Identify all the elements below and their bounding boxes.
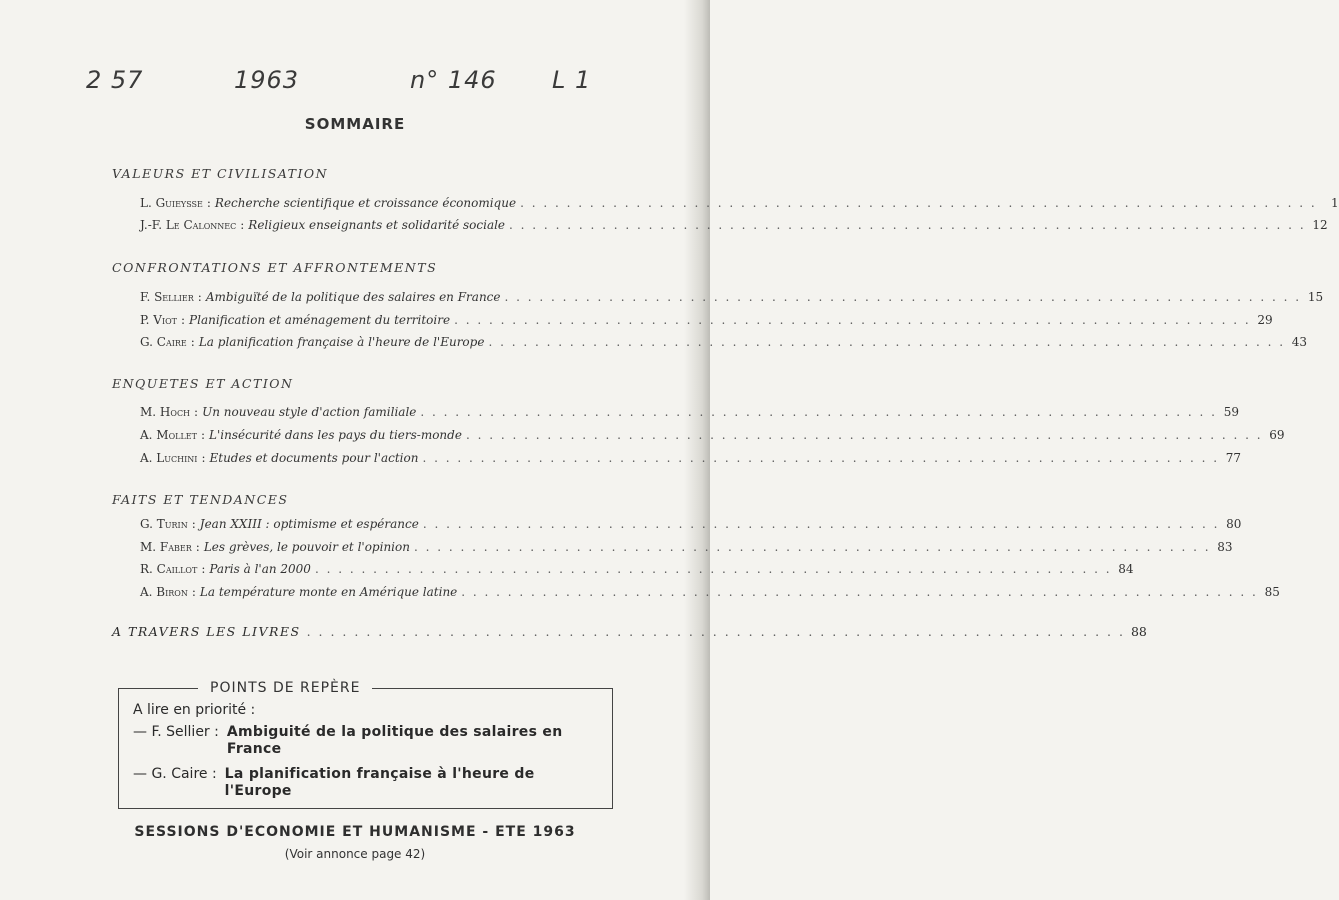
entry-author: G. Caire: [140, 335, 187, 349]
toc-entry[interactable]: A. Luchini : Etudes et documents pour l'action . . . . . . . . . . . . . . . . . . . . . . . . . . . . . . . . . . . . . . . . . . . . . . . . . . . . . . . . . . . . . . . . . . . . . 77: [140, 451, 1242, 465]
entry-title: Les grèves, le pouvoir et l'opinion: [203, 540, 410, 554]
footer-announcement: SESSIONS D'ECONOMIE ET HUMANISME - ETE 1963: [134, 824, 576, 840]
entry-author: F. Sellier: [140, 290, 194, 304]
entry-title: Planification et aménagement du territoire: [189, 313, 451, 327]
entry-page: 43: [1291, 335, 1308, 349]
entry-title: Recherche scientifique et croissance économique: [214, 196, 517, 210]
entry-page: 88: [1130, 624, 1147, 639]
box-heading-text: POINTS DE REPÈRE: [210, 680, 361, 696]
handwritten-ref-number: 2 57: [86, 66, 144, 94]
entry-title: Religieux enseignants et solidarité sociale: [248, 218, 506, 232]
leader-dots: . . . . . . . . . . . . . . . . . . . . . . . . . . . . . . . . . . . . . . . . . . . . . . . . . . . . . . . . . . . . . . . . . . . . .: [461, 585, 1258, 599]
leader-dots: . . . . . . . . . . . . . . . . . . . . . . . . . . . . . . . . . . . . . . . . . . . . . . . . . . . . . . . . . . . . . . . . . . . . .: [314, 562, 1112, 576]
recommendation: [133, 766, 555, 800]
toc-entry[interactable]: L. Guieysse : Recherche scientifique et croissance économique . . . . . . . . . . . . . . . . . . . . . . . . . . . . . . . . . . . . . . . . . . . . . . . . . . . . . . . . . . . . . . . . . . . . . 1: [140, 196, 1339, 210]
leader-dots: . . . . . . . . . . . . . . . . . . . . . . . . . . . . . . . . . . . . . . . . . . . . . . . . . . . . . . . . . . . . . . . . . . . . .: [422, 451, 1220, 465]
section-heading: CONFRONTATIONS ET AFFRONTEMENTS: [112, 260, 438, 275]
toc-entry[interactable]: R. Caillot : Paris à l'an 2000 . . . . . . . . . . . . . . . . . . . . . . . . . . . . . . . . . . . . . . . . . . . . . . . . . . . . . . . . . . . . . . . . . . . . . 84: [140, 562, 1134, 576]
leader-dots: . . . . . . . . . . . . . . . . . . . . . . . . . . . . . . . . . . . . . . . . . . . . . . . . . . . . . . . . . . . . . . . . . . . . .: [413, 540, 1211, 554]
entry-author: A. Luchini: [140, 451, 198, 465]
entry-title: Ambiguïté de la politique des salaires en France: [205, 290, 501, 304]
toc-entry[interactable]: G. Caire : La planification française à l'heure de l'Europe . . . . . . . . . . . . . . . . . . . . . . . . . . . . . . . . . . . . . . . . . . . . . . . . . . . . . . . . . . . . . . . . . . . . . 43: [140, 335, 1308, 349]
handwritten-code: L 1: [552, 66, 592, 94]
entry-page: 80: [1226, 517, 1242, 531]
toc-entry[interactable]: J.-F. Le Calonnec : Religieux enseignants et solidarité sociale . . . . . . . . . . . . . . . . . . . . . . . . . . . . . . . . . . . . . . . . . . . . . . . . . . . . . . . . . . . . . . . . . . . . . 12: [140, 218, 1328, 232]
recommendation: [133, 724, 577, 758]
leader-dots: . . . . . . . . . . . . . . . . . . . . . . . . . . . . . . . . . . . . . . . . . . . . . . . . . . . . . . . . . . . . . . . . . . . . .: [488, 335, 1286, 349]
handwritten-year: 1963: [234, 66, 300, 94]
toc-entry[interactable]: G. Turin : Jean XXIII : optimisme et espérance . . . . . . . . . . . . . . . . . . . . . . . . . . . . . . . . . . . . . . . . . . . . . . . . . . . . . . . . . . . . . . . . . . . . . 80: [140, 517, 1242, 531]
section-heading: VALEURS ET CIVILISATION: [112, 166, 329, 181]
highlights-box: [118, 688, 613, 809]
entry-author: A. Biron: [140, 585, 188, 599]
entry-author: P. Viot: [140, 313, 177, 327]
entry-author: L. Guieysse: [140, 196, 203, 210]
entry-page: 29: [1257, 313, 1273, 327]
leader-dots: . . . . . . . . . . . . . . . . . . . . . . . . . . . . . . . . . . . . . . . . . . . . . . . . . . . . . . . . . . . . . . . . . . . . .: [520, 196, 1317, 210]
entry-page: 83: [1217, 540, 1233, 554]
toc-entry[interactable]: M. Hoch : Un nouveau style d'action familiale . . . . . . . . . . . . . . . . . . . . . . . . . . . . . . . . . . . . . . . . . . . . . . . . . . . . . . . . . . . . . . . . . . . . . 59: [140, 405, 1239, 419]
leader-dots: . . . . . . . . . . . . . . . . . . . . . . . . . . . . . . . . . . . . . . . . . . . . . . . . . . . . . . . . . . . . . . . . . . . . .: [465, 428, 1263, 442]
entry-title: La planification française à l'heure de l'Europe: [198, 335, 485, 349]
entry-author: R. Caillot: [140, 562, 198, 576]
toc-entry[interactable]: M. Faber : Les grèves, le pouvoir et l'opinion . . . . . . . . . . . . . . . . . . . . . . . . . . . . . . . . . . . . . . . . . . . . . . . . . . . . . . . . . . . . . . . . . . . . . 83: [140, 540, 1233, 554]
entry-title: La température monte en Amérique latine: [199, 585, 458, 599]
leader-dots: . . . . . . . . . . . . . . . . . . . . . . . . . . . . . . . . . . . . . . . . . . . . . . . . . . . . . . . . . . . . . . . . . . . . .: [420, 405, 1217, 419]
section-heading: ENQUETES ET ACTION: [112, 376, 294, 391]
recommendation-title: Ambiguité de la politique des salaires en France: [226, 724, 563, 757]
entry-page: 84: [1118, 562, 1134, 576]
toc-entry[interactable]: P. Viot : Planification et aménagement du territoire . . . . . . . . . . . . . . . . . . . . . . . . . . . . . . . . . . . . . . . . . . . . . . . . . . . . . . . . . . . . . . . . . . . . . 29: [140, 313, 1273, 327]
entry-page: 15: [1307, 290, 1324, 304]
entry-title: Jean XXIII : optimisme et espérance: [199, 517, 419, 531]
leader-dots: . . . . . . . . . . . . . . . . . . . . . . . . . . . . . . . . . . . . . . . . . . . . . . . . . . . . . . . . . . . . . . . . . . . . .: [454, 313, 1251, 327]
leader-dots: . . . . . . . . . . . . . . . . . . . . . . . . . . . . . . . . . . . . . . . . . . . . . . . . . . . . . . . . . . . . . . . . . . . . .: [306, 624, 1125, 639]
page-title: SOMMAIRE: [304, 115, 406, 133]
toc-entry-books[interactable]: [112, 624, 1147, 639]
entry-title: L'insécurité dans les pays du tiers-monde: [209, 428, 462, 442]
entry-page: 85: [1264, 585, 1280, 599]
footer-note: (Voir annonce page 42): [284, 847, 426, 861]
recommendation-author: — F. Sellier :: [133, 724, 219, 740]
page-edge: [684, 0, 710, 900]
entry-author: M. Hoch: [140, 405, 191, 419]
entry-author: A. Mollet: [140, 428, 197, 442]
section-heading: FAITS ET TENDANCES: [112, 492, 289, 507]
handwritten-issue: n° 146: [410, 66, 497, 94]
leader-dots: . . . . . . . . . . . . . . . . . . . . . . . . . . . . . . . . . . . . . . . . . . . . . . . . . . . . . . . . . . . . . . . . . . . . .: [509, 218, 1306, 232]
entry-author: M. Faber: [140, 540, 192, 554]
entry-page: 59: [1223, 405, 1239, 419]
entry-page: 69: [1269, 428, 1285, 442]
section-heading: A TRAVERS LES LIVRES: [112, 624, 301, 639]
entry-title: Un nouveau style d'action familiale: [202, 405, 417, 419]
toc-entry[interactable]: A. Biron : La température monte en Amérique latine . . . . . . . . . . . . . . . . . . . . . . . . . . . . . . . . . . . . . . . . . . . . . . . . . . . . . . . . . . . . . . . . . . . . . 85: [140, 585, 1280, 599]
entry-page: 77: [1225, 451, 1242, 465]
entry-title: Paris à l'an 2000: [209, 562, 311, 576]
entry-page: 12: [1312, 218, 1328, 232]
recommendation-author: — G. Caire :: [133, 766, 217, 782]
toc-entry[interactable]: A. Mollet : L'insécurité dans les pays du tiers-monde . . . . . . . . . . . . . . . . . . . . . . . . . . . . . . . . . . . . . . . . . . . . . . . . . . . . . . . . . . . . . . . . . . . . . 69: [140, 428, 1285, 442]
entry-author: J.-F. Le Calonnec: [140, 218, 237, 232]
entry-title: Etudes et documents pour l'action: [209, 451, 419, 465]
entry-page: 1: [1331, 196, 1339, 210]
box-heading: [118, 678, 613, 698]
recommendation-title: La planification française à l'heure de l'Europe: [224, 766, 535, 799]
box-lead: A lire en priorité :: [133, 702, 256, 718]
toc-entry[interactable]: F. Sellier : Ambiguïté de la politique des salaires en France . . . . . . . . . . . . . . . . . . . . . . . . . . . . . . . . . . . . . . . . . . . . . . . . . . . . . . . . . . . . . . . . . . . . . 15: [140, 290, 1324, 304]
entry-author: G. Turin: [140, 517, 188, 531]
leader-dots: . . . . . . . . . . . . . . . . . . . . . . . . . . . . . . . . . . . . . . . . . . . . . . . . . . . . . . . . . . . . . . . . . . . . .: [504, 290, 1302, 304]
leader-dots: . . . . . . . . . . . . . . . . . . . . . . . . . . . . . . . . . . . . . . . . . . . . . . . . . . . . . . . . . . . . . . . . . . . . .: [422, 517, 1220, 531]
